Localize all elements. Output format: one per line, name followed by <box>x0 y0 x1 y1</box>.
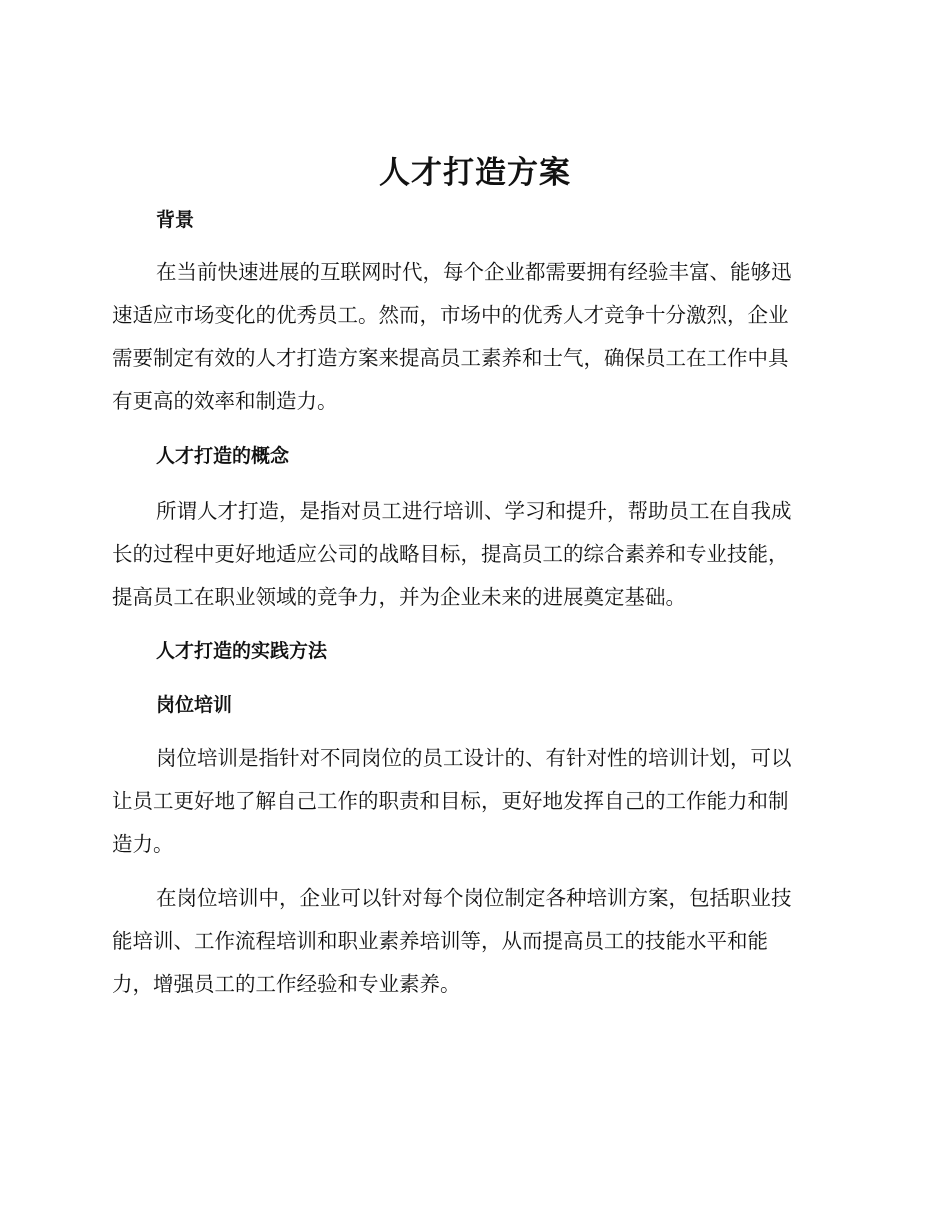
section-heading-job-training: 岗位培训 <box>156 694 233 716</box>
paragraph-line: 在当前快速进展的互联网时代，每个企业都需要拥有经验丰富、能够迅 <box>156 260 792 284</box>
paragraph-job-training-2 <box>112 877 832 1006</box>
paragraph-background <box>112 251 832 423</box>
paragraph-line: 造力。 <box>112 832 174 856</box>
paragraph-line: 需要制定有效的人才打造方案来提高员工素养和士气，确保员工在工作中具 <box>112 346 789 370</box>
paragraph-line: 在岗位培训中，企业可以针对每个岗位制定各种培训方案，包括职业技 <box>156 886 792 910</box>
paragraph-line: 速适应市场变化的优秀员工。然而，市场中的优秀人才竞争十分激烈，企业 <box>112 303 789 327</box>
paragraph-line: 能培训、工作流程培训和职业素养培训等，从而提高员工的技能水平和能 <box>112 929 768 953</box>
section-heading-concept: 人才打造的概念 <box>156 445 290 467</box>
paragraph-line: 力，增强员工的工作经验和专业素养。 <box>112 972 461 996</box>
paragraph-concept <box>112 490 832 619</box>
paragraph-line: 有更高的效率和制造力。 <box>112 389 338 413</box>
page-title: 人才打造方案 <box>379 155 571 191</box>
paragraph-job-training-1 <box>112 737 832 866</box>
paragraph-line: 提高员工在职业领域的竞争力，并为企业未来的进展奠定基础。 <box>112 585 686 609</box>
section-heading-background: 背景 <box>156 209 195 231</box>
section-heading-methods: 人才打造的实践方法 <box>156 640 328 662</box>
paragraph-line: 长的过程中更好地适应公司的战略目标，提高员工的综合素养和专业技能， <box>112 542 789 566</box>
paragraph-line: 所谓人才打造，是指对员工进行培训、学习和提升，帮助员工在自我成 <box>156 499 792 523</box>
paragraph-line: 让员工更好地了解自己工作的职责和目标，更好地发挥自己的工作能力和制 <box>112 789 789 813</box>
paragraph-line: 岗位培训是指针对不同岗位的员工设计的、有针对性的培训计划，可以 <box>156 746 792 770</box>
